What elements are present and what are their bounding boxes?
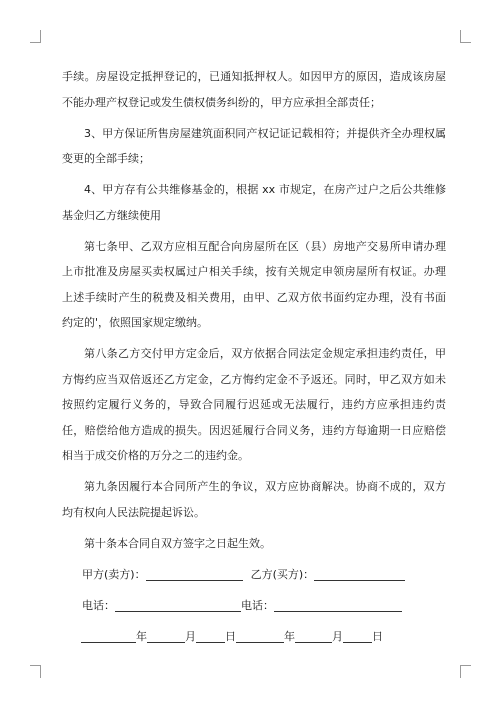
date-a-year-blank (81, 627, 136, 643)
date-a-day-label: 日 (225, 629, 236, 643)
signature-phone-line (62, 593, 446, 619)
phone-b-label: 电话： (241, 598, 274, 612)
party-a-blank (146, 565, 243, 581)
party-b-blank (314, 565, 405, 581)
date-a-month-label: 月 (185, 629, 196, 643)
paragraph-article-7: 第七条甲、乙双方应相互配合向房屋所在区（县）房地产交易所申请办理上市批准及房屋买卖权属过户相关手续，按有关规定申领房屋所有权证。办理上述手续时产生的税费及相关费用，由甲、乙双方依书面约定办理，没有书面约定的'，依照国家规定缴纳。 (62, 239, 446, 329)
date-a-year-label: 年 (136, 629, 147, 643)
paragraph-article-9: 第九条因履行本合同所产生的争议，双方应协商解决。协商不成的，双方均有权向人民法院提起诉讼。 (62, 480, 446, 519)
crop-mark-top-right (460, 30, 471, 43)
date-b-day-blank (343, 627, 372, 643)
signature-date-line (62, 624, 446, 650)
paragraph-continuation: 手续。房屋设定抵押登记的，已通知抵押权人。如因甲方的原因，造成该房屋不能办理产权登记或发生债权债务纠纷的，甲方应承担全部责任； (62, 70, 446, 109)
document-body (62, 64, 446, 649)
date-b-year-label: 年 (284, 629, 295, 643)
crop-mark-top-left (30, 30, 41, 43)
party-b-label: 乙方(买方)： (250, 567, 315, 581)
paragraph-article-10: 第十条本合同自双方签字之日起生效。 (84, 536, 271, 550)
paragraph-article-8: 第八条乙方交付甲方定金后，双方依据合同法定金规定承担违约责任，甲方悔约应当双倍返还乙方定金，乙方悔约定金不予返还。同时，甲乙双方如未按照约定履行义务的，导致合同履行迟延或无法履行，违约方应承担违约责任，赔偿给他方造成的损失。因迟延履行合同义务，违约方每逾期一日应赔偿相当于成交价格的万分之二的违约金。 (62, 347, 446, 462)
paragraph-clause-4: 4、甲方存有公共维修基金的，根据 xx 市规定，在房产过户之后公共维修基金归乙方继续使用 (62, 183, 446, 222)
date-b-month-label: 月 (332, 629, 343, 643)
signature-parties-line (62, 562, 446, 588)
crop-mark-bottom-right (460, 665, 471, 678)
date-a-month-blank (147, 627, 185, 643)
phone-a-blank (115, 596, 241, 612)
phone-a-label: 电话： (82, 598, 115, 612)
phone-b-blank (274, 596, 402, 612)
paragraph-clause-3: 3、甲方保证所售房屋建筑面积同产权记证记载相符；并提供齐全办理权属变更的全部手续； (62, 126, 446, 165)
date-a-day-blank (196, 627, 225, 643)
date-b-year-blank (236, 627, 284, 643)
party-a-label: 甲方(卖方)： (82, 567, 146, 581)
date-b-month-blank (295, 627, 332, 643)
crop-mark-bottom-left (30, 665, 41, 678)
date-b-day-label: 日 (372, 629, 383, 643)
